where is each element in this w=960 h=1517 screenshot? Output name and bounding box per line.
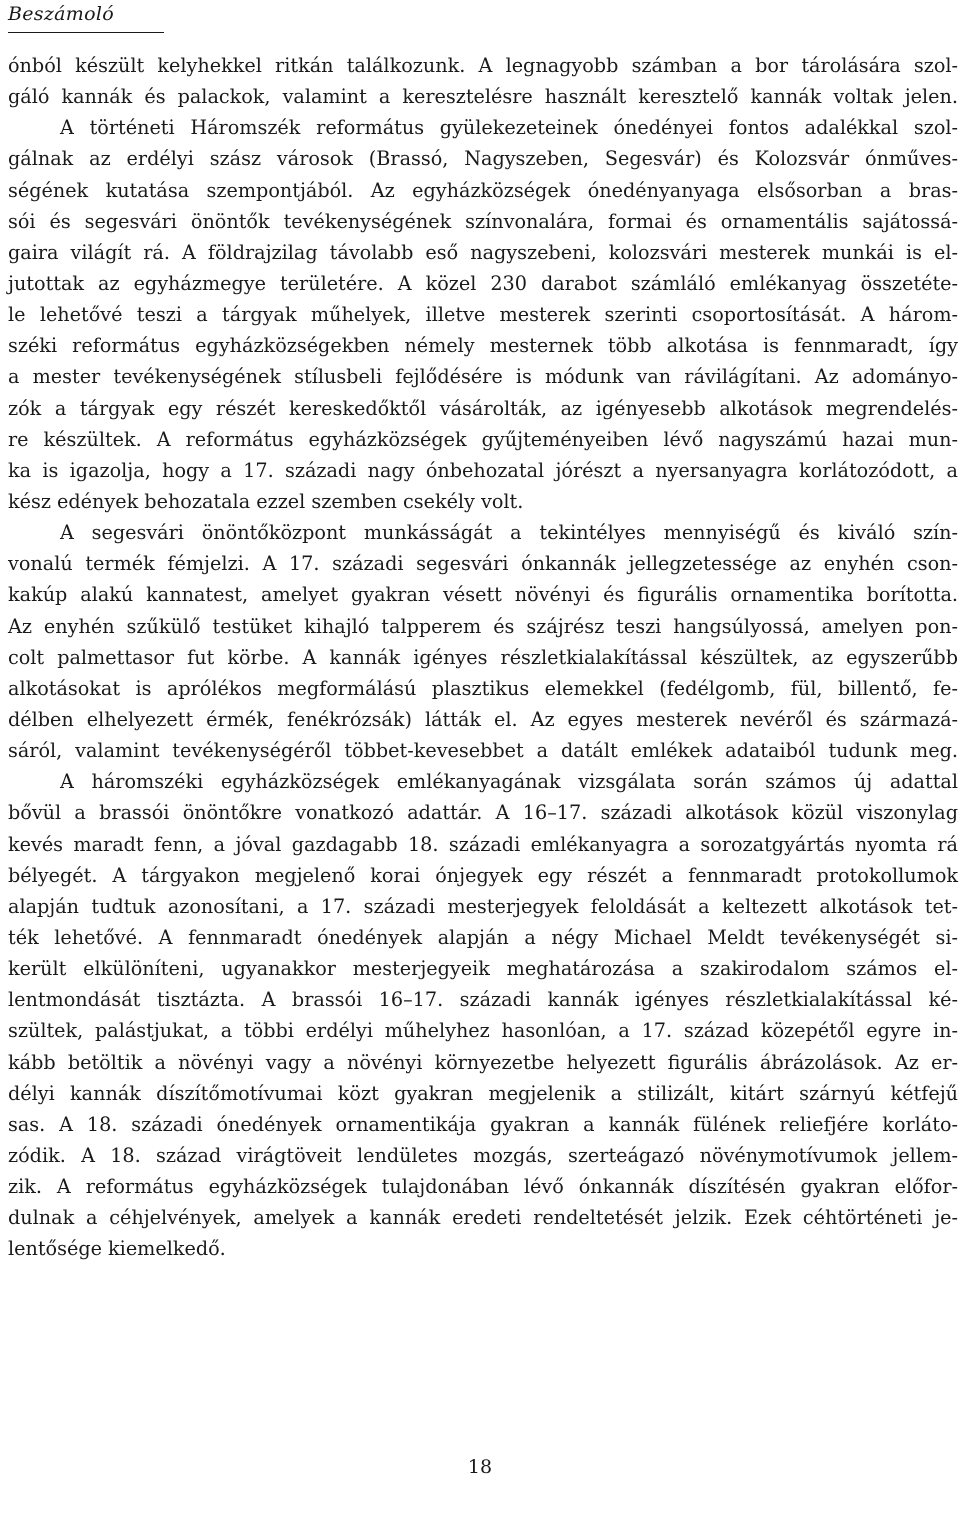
text-line: sói és segesvári önöntők tevékenységének színvonalára, formai és ornamentális sajátossá-	[8, 209, 958, 233]
text-line: gáló kannák és palackok, valamint a keresztelésre használt keresztelő kannák voltak jelen.	[8, 85, 958, 109]
text-line: kevés maradt fenn, a jóval gazdagabb 18. századi emlékanyagra a sorozatgyártás nyomta rá	[8, 832, 958, 856]
text-line: zók a tárgyak egy részét kereskedőktől vásárolták, az igényesebb alkotások megrendelés-	[8, 396, 958, 420]
text-line: gálnak az erdélyi szász városok (Brassó, Nagyszeben, Segesvár) és Kolozsvár ónműves-	[8, 147, 958, 171]
text-line: délyi kannák díszítőmotívumai közt gyakran megjelenik a stilizált, kitárt szárnyú kétfejű	[8, 1081, 958, 1105]
text-line: A történeti Háromszék református gyülekezeteinek ónedényei fontos adalékkal szol-	[60, 116, 958, 140]
text-line: ónból készült kelyhekkel ritkán találkozunk. A legnagyobb számban a bor tárolására szol-	[8, 54, 958, 77]
text-line: ka is igazolja, hogy a 17. századi nagy ónbehozatal jórészt a nyersanyagra korlátozódott, a	[8, 458, 958, 482]
text-line: re készültek. A református egyházközségek gyűjteményeiben lévő nagyszámú hazai mun-	[8, 427, 958, 451]
text-line: a mester tevékenységének stílusbeli fejlődésére is módunk van rávilágítani. Az adományo-	[8, 365, 958, 389]
text-line: le lehetővé teszi a tárgyak műhelyek, illetve mesterek szerinti csoportosítását. A három-	[8, 303, 958, 327]
text-line: gaira világít rá. A földrajzilag távolabb eső nagyszebeni, kolozsvári mesterek munkái is el-	[8, 240, 958, 264]
running-header-title: Beszámoló	[8, 3, 114, 25]
text-line: kész edények behozatala ezzel szemben csekély volt.	[8, 489, 524, 513]
text-line: került elkülöníteni, ugyanakkor mesterjegyeik meghatározása a szakirodalom számos el-	[8, 957, 958, 981]
text-line: colt palmettasor fut körbe. A kannák igényes részletkialakítással készültek, az egyszerűbb	[8, 645, 958, 669]
text-line: alkotásokat is aprólékos megformálású plasztikus elemekkel (fedélgomb, fül, billentő, fe-	[8, 676, 958, 700]
text-line: zódik. A 18. század virágtöveit lendületes mozgás, szerteágazó növénymotívumok jellem-	[8, 1143, 958, 1167]
text-line: sáról, valamint tevékenységéről többet-kevesebbet a datált emlékek adataiból tudunk meg.	[8, 739, 958, 763]
text-line: Az enyhén szűkülő testüket kihajló talpperem és szájrész teszi hangsúlyossá, amelyen pon-	[8, 614, 958, 638]
text-line: bővül a brassói önöntőkre vonatkozó adattár. A 16–17. századi alkotások közül viszonylag	[8, 801, 958, 825]
text-line: kakúp alakú kannatest, amelyet gyakran vésett növényi és figurális ornamentika borította.	[8, 583, 958, 607]
text-line: alapján tudtuk azonosítani, a 17. századi mesterjegyek feloldását a keltezett alkotások tet-	[8, 894, 958, 918]
text-line: széki református egyházközségekben némely mesternek több alkotása is fennmaradt, így	[8, 334, 958, 358]
text-line: szültek, palástjukat, a többi erdélyi műhelyhez hasonlóan, a 17. század közepétől egyre in-	[8, 1019, 958, 1043]
text-line: jutottak az egyházmegye területére. A közel 230 darabot számláló emlékanyag összetéte-	[8, 271, 958, 295]
text-line: sas. A 18. századi ónedények ornamentikája gyakran a kannák fülének reliefjére korláto-	[8, 1112, 958, 1136]
text-line: zik. A református egyházközségek tulajdonában lévő ónkannák díszítésén gyakran előfor-	[8, 1175, 958, 1199]
text-line: lentősége kiemelkedő.	[8, 1237, 226, 1261]
text-line: ségének kutatása szempontjából. Az egyházközségek ónedényanyaga elsősorban a bras-	[8, 178, 958, 202]
text-line: ték lehetővé. A fennmaradt ónedények alapján a négy Michael Meldt tevékenységét si-	[8, 925, 958, 949]
text-line: A háromszéki egyházközségek emlékanyagának vizsgálata során számos új adattal	[60, 770, 958, 794]
running-header	[8, 2, 164, 33]
text-line: délben elhelyezett érmék, fenékrózsák) látták el. Az egyes mesterek nevéről és származá-	[8, 707, 958, 731]
text-line: vonalú termék fémjelzi. A 17. századi segesvári ónkannák jellegzetessége az enyhén cson-	[8, 552, 958, 576]
page-number: 18	[467, 1456, 493, 1478]
body-text	[8, 50, 958, 1264]
text-line: dulnak a céhjelvények, amelyek a kannák eredeti rendeltetését jelzik. Ezek céhtörténeti je-	[8, 1206, 958, 1230]
text-line: lentmondását tisztázta. A brassói 16–17. századi kannák igényes részletkialakítással ké-	[8, 988, 958, 1012]
text-line: bélyegét. A tárgyakon megjelenő korai ónjegyek egy részét a fennmaradt protokollumok	[8, 863, 958, 887]
text-line: kább betöltik a növényi vagy a növényi környezetbe helyezett figurális ábrázolások. Az er-	[8, 1050, 958, 1074]
text-line: A segesvári önöntőközpont munkásságát a tekintélyes mennyiségű és kiváló szín-	[60, 521, 958, 545]
